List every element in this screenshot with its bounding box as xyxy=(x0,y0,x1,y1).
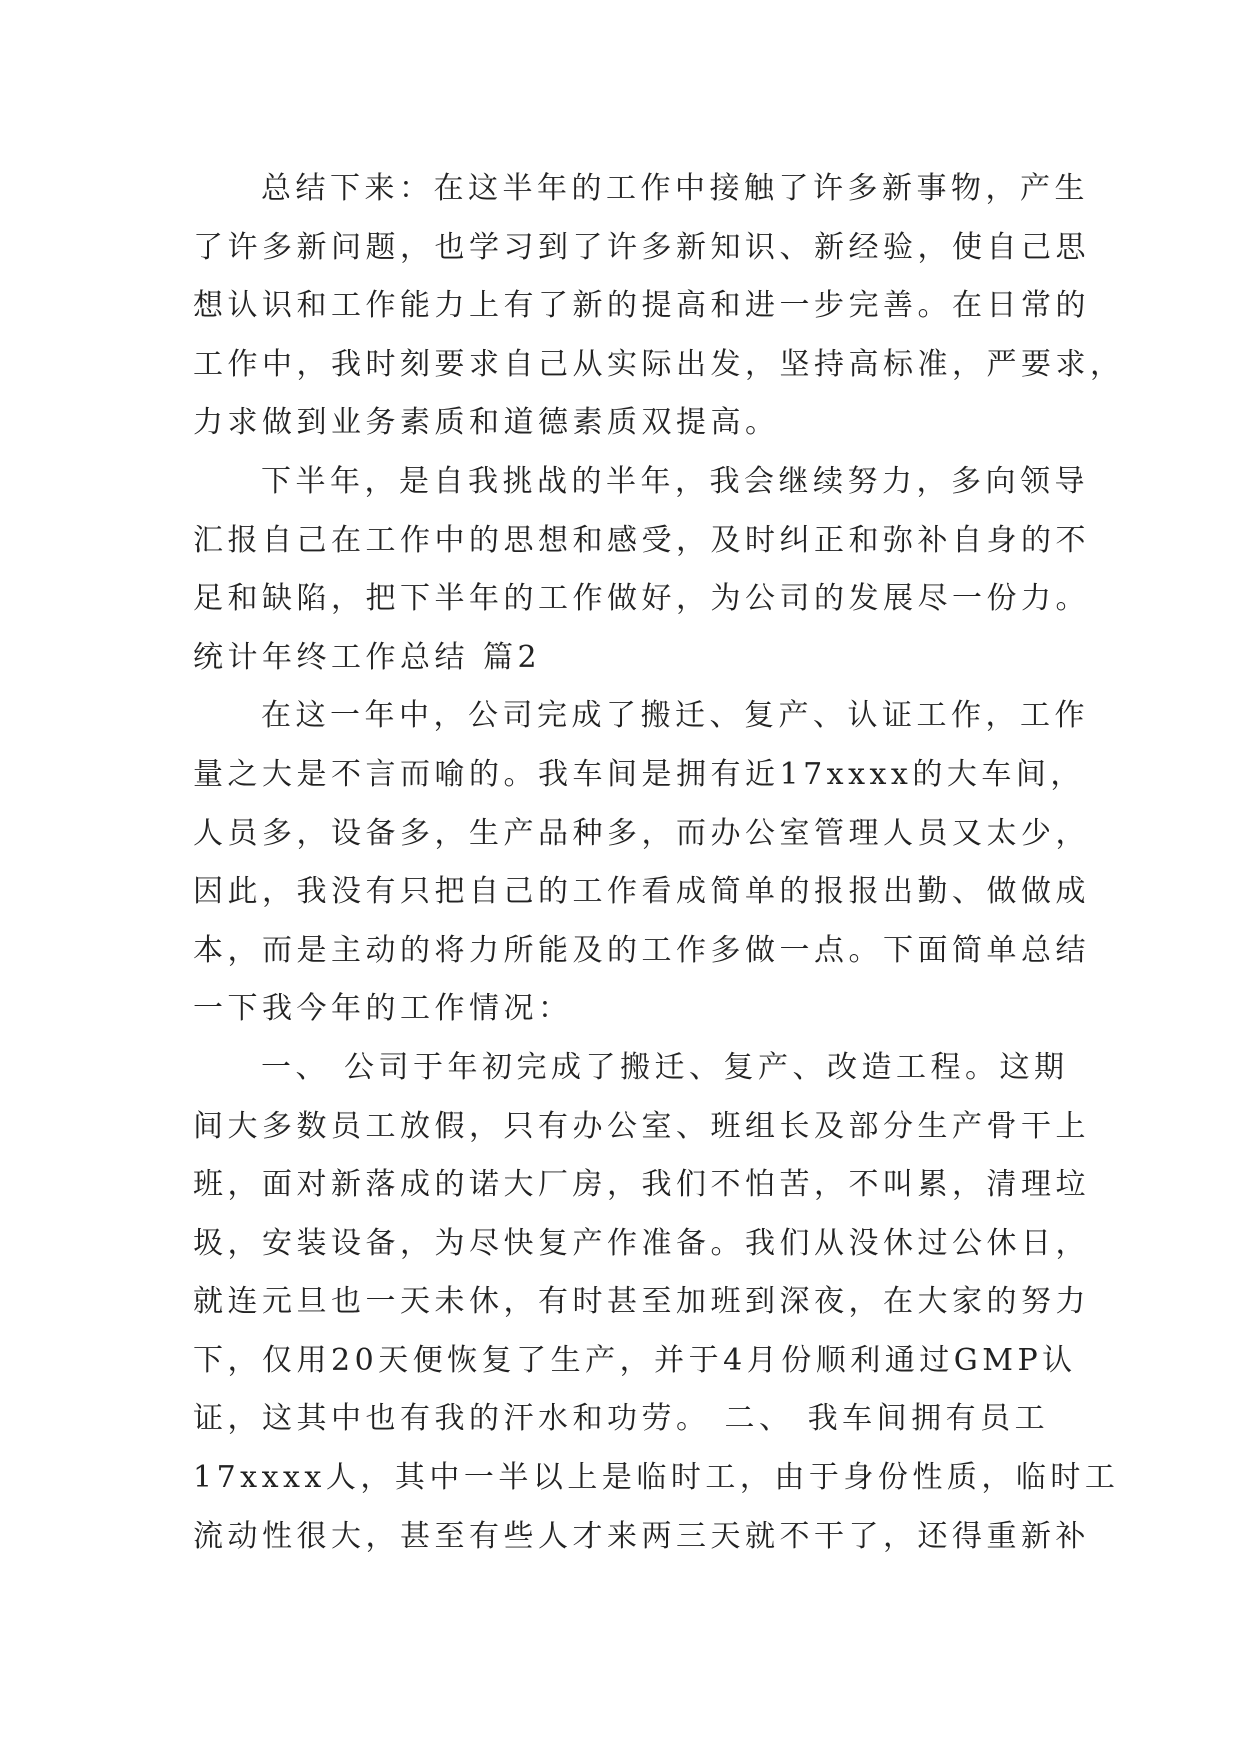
text-line: 工作中，我时刻要求自己从实际出发，坚持高标准，严要求， xyxy=(193,346,1125,382)
text-line: 汇报自己在工作中的思想和感受，及时纠正和弥补自身的不 xyxy=(193,522,1090,558)
text-line: 人员多，设备多，生产品种多，而办公室管理人员又太少， xyxy=(193,815,1090,851)
text-line: 本，而是主动的将力所能及的工作多做一点。下面简单总结 xyxy=(193,932,1090,968)
text-line: 在这一年中，公司完成了搬迁、复产、认证工作，工作 xyxy=(261,698,1089,734)
text-line: 量之大是不言而喻的。我车间是拥有近17xxxx的大车间， xyxy=(193,756,1085,792)
text-line: 一、 公司于年初完成了搬迁、复产、改造工程。这期 xyxy=(261,1049,1069,1085)
text-line: 力求做到业务素质和道德素质双提高。 xyxy=(193,405,780,441)
text-line: 间大多数员工放假，只有办公室、班组长及部分生产骨干上 xyxy=(193,1108,1090,1144)
text-line: 下，仅用20天便恢复了生产，并于4月份顺利通过GMP认 xyxy=(193,1342,1077,1378)
text-line: 17xxxx人，其中一半以上是临时工，由于身份性质，临时工 xyxy=(193,1460,1120,1496)
text-line: 证，这其中也有我的汗水和功劳。 二、 我车间拥有员工 xyxy=(193,1401,1050,1437)
text-line: 就连元旦也一天未休，有时甚至加班到深夜，在大家的努力 xyxy=(193,1284,1090,1320)
text-line: 因此，我没有只把自己的工作看成简单的报报出勤、做做成 xyxy=(193,874,1090,910)
document-body xyxy=(193,160,1125,1566)
text-line: 流动性很大，甚至有些人才来两三天就不干了，还得重新补 xyxy=(193,1518,1090,1554)
text-line: 了许多新问题，也学习到了许多新知识、新经验，使自己思 xyxy=(193,229,1090,265)
text-line: 一下我今年的工作情况： xyxy=(193,991,573,1027)
text-line: 圾，安装设备，为尽快复产作准备。我们从没休过公休日， xyxy=(193,1225,1090,1261)
text-line: 想认识和工作能力上有了新的提高和进一步完善。在日常的 xyxy=(193,288,1090,324)
text-line: 足和缺陷，把下半年的工作做好，为公司的发展尽一份力。 xyxy=(193,581,1090,617)
text-line: 下半年，是自我挑战的半年，我会继续努力，多向领导 xyxy=(261,463,1089,499)
text-line: 总结下来：在这半年的工作中接触了许多新事物，产生 xyxy=(261,171,1089,206)
text-line: 班，面对新落成的诺大厂房，我们不怕苦，不叫累，清理垃 xyxy=(193,1167,1090,1203)
section-heading: 统计年终工作总结 篇2 xyxy=(193,639,542,675)
